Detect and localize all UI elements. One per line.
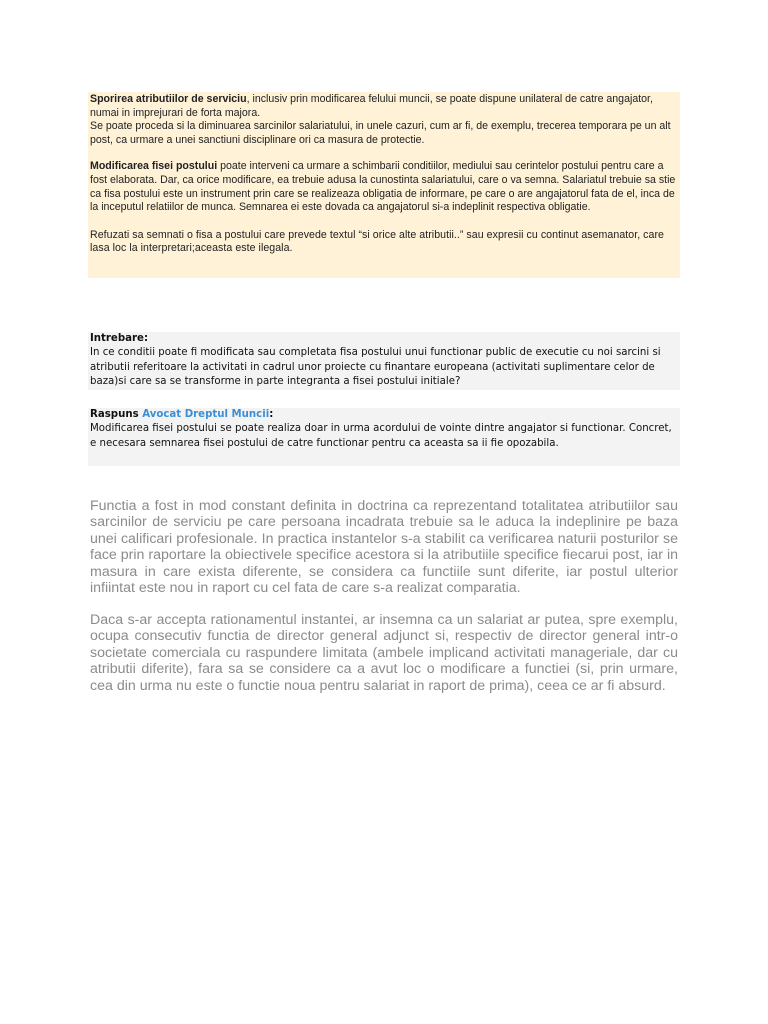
paragraph-diminuarea: Se poate proceda si la diminuarea sarcinilor salariatului, in unele cazuri, cum ar fi, de exemplu, trecerea temporara pe un alt post, ca urmare a unei sanctiuni disciplinare ori ca masura de protectie. [90, 120, 671, 146]
question-title: Intrebare: [90, 333, 149, 344]
question-text: In ce conditii poate fi modificata sau completata fisa postului unui functionar public de executie cu noi sarcini si atributii referitoare la activitati in cadrul unor proiecte cu finantare europeana (activitati suplimentare celor de baza)si care sa se transforme in parte integranta a fisei postului initiale? [90, 347, 661, 388]
paragraph-modificarea-text: poate interveni ca urmare a schimbarii conditiilor, mediului sau cerintelor postului pentru care a fost elaborata. Dar, ca orice modificare, ea trebuie adusa la cunostinta salariatului, care o va semna. Salariatul trebuie sa stie ca fisa postului este un instrument prin care se realizeaza obligatia de informare, pe care o are angajatorul fata de el, inca de la inceputul relatiilor de munca. Semnarea ei este dovada ca angajatorul si-a indeplinit respectiva obligatie. [90, 160, 676, 214]
paragraph-sporirea [90, 93, 678, 120]
question-box [88, 332, 680, 390]
body-paragraph-2: Daca s-ar accepta rationamentul instantei, ar insemna ca un salariat ar putea, spre exemplu, ocupa consecutiv functia de director general adjunct si, respectiv de director general intr-o societate comerciala cu raspundere limitata (ambele implicand activitati manageriale, dar cu atributii diferite), fara sa se considere ca a avut loc o modificare a functiei (si, prin urmare, cea din urma nu este o functie noua pentru salariat in raport de prima), ceea ce ar fi absurd. [90, 612, 678, 694]
answer-title-line [90, 408, 678, 422]
bold-heading-modificarea: Modificarea fisei postului [90, 160, 218, 173]
body-paragraph-1: Functia a fost in mod constant definita in doctrina ca reprezentand totalitatea atributiilor sau sarcinilor de serviciu pe care persoana incadrata trebuie sa le aduca la indeplinire pe baza unei calificari profesionale. In practica instantelor s-a stabilit ca verificarea naturii posturilor se face prin raportare la obiectivele specifice acestora si la atributiile specifice fiecarui post, iar in masura in care exista diferente, se considera ca functiile sunt diferite, iar postul ulterior infiintat este nou in raport cu cel fata de care s-a realizat comparatia. [90, 498, 678, 597]
highlighted-info-block [88, 92, 680, 278]
answer-box [88, 408, 680, 466]
answer-author-link[interactable]: Avocat Dreptul Muncii [142, 409, 270, 420]
paragraph-refuzati: Refuzati sa semnati o fisa a postului care prevede textul “si orice alte atributii..” sau expresii cu continut asemanator, care lasa loc la interpretari;aceasta este ilegala. [90, 228, 664, 255]
paragraph-sporirea-text: , inclusiv prin modificarea felului muncii, se poate dispune unilateral de catre angajator, numai in imprejurari de forta majora. [90, 93, 653, 119]
spacer [90, 215, 678, 229]
answer-text: Modificarea fisei postului se poate realiza doar in urma acordului de vointe dintre angajator si functionar. Concret, e necesara semnarea fisei postului de catre functionar pentru ca aceasta sa ii fie opozabila. [90, 423, 672, 449]
answer-title-colon: : [269, 409, 274, 420]
spacer [90, 147, 678, 160]
answer-title: Raspuns [90, 409, 143, 420]
paragraph-modificarea [90, 160, 678, 214]
bold-heading-sporirea: Sporirea atributiilor de serviciu [90, 93, 247, 105]
